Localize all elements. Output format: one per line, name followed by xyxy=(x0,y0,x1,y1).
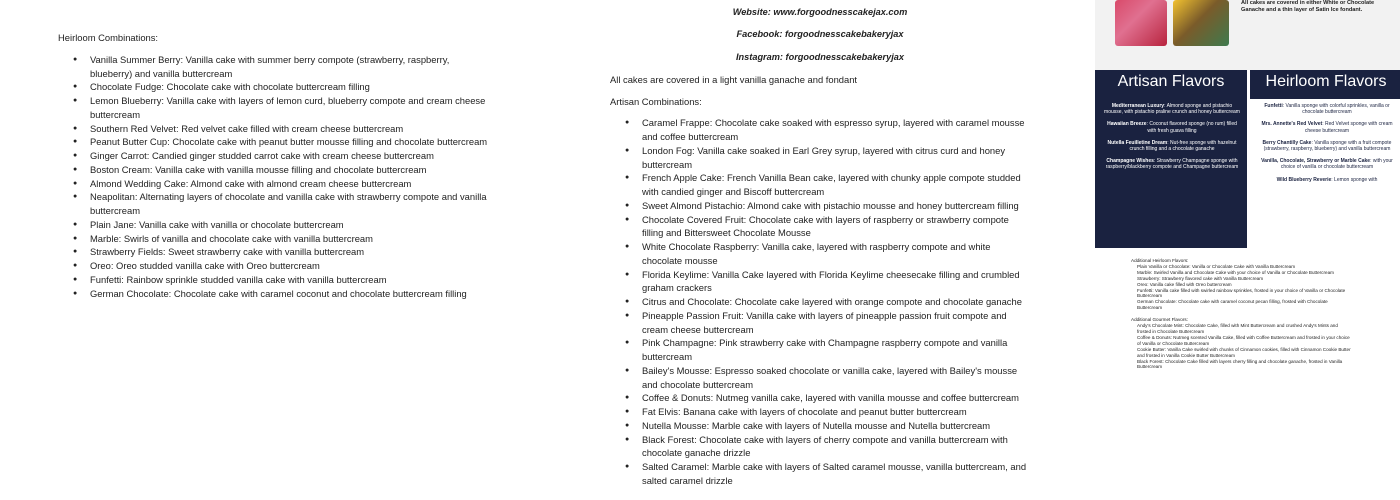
artisan-column xyxy=(610,6,1030,488)
flavor-name: Berry Chantilly Cake xyxy=(1262,139,1312,146)
list-item: ● Pineapple Passion Fruit: Vanilla cake with layers of pineapple passion fruit compote and cream cheese buttercream xyxy=(610,309,1030,337)
cover-note: All cakes are covered in a light vanilla ganache and fondant xyxy=(610,73,858,85)
flavor-description: Red Velvet sponge with cream cheese buttercream xyxy=(1304,121,1393,134)
additional-flavor-item: Black Forest: Chocolate Cake filled with layers cherry filling and chocolate ganache, frosted in Vanilla Buttercream xyxy=(1137,358,1343,370)
list-item: ● Salted Caramel: Marble cake with layers of Salted caramel mousse, vanilla buttercream, and salted caramel drizzle xyxy=(610,460,1030,488)
list-item: ● Peanut Butter Cup: Chocolate cake with peanut butter mousse filling and chocolate buttercream xyxy=(58,135,488,149)
list-item: ● Neapolitan: Alternating layers of chocolate and vanilla cake with strawberry compote and vanilla buttercream xyxy=(58,190,488,218)
list-item: ● Fat Elvis: Banana cake with layers of chocolate and peanut butter buttercream xyxy=(610,405,1030,419)
additional-flavor-item: Funfetti: Vanilla cake filled with swirled rainbow sprinkles, frosted in your choice of Vanilla or Chocolate Buttercream xyxy=(1137,287,1346,299)
heirloom-column xyxy=(58,31,488,300)
flavor-item: Mediterranean Luxury: Almond sponge and pistachio mousse, with pistachio praline crunch and honey buttercream xyxy=(1104,103,1240,116)
list-item: ● Southern Red Velvet: Red velvet cake filled with cream cheese buttercream xyxy=(58,122,488,136)
list-item: ● Chocolate Covered Fruit: Chocolate cake with layers of raspberry or strawberry compote filling and Bittersweet Chocolate Mousse xyxy=(610,213,1030,241)
artisan-flavors-card xyxy=(1095,70,1247,248)
heirloom-flavors-list xyxy=(1250,99,1400,183)
additional-flavor-item: Plain Vanilla or Chocolate: Vanilla or Chocolate Cake with Vanilla Buttercream xyxy=(1137,263,1296,269)
list-item: ● Nutella Mousse: Marble cake with layers of Nutella mousse and Nutella buttercream xyxy=(610,419,1030,433)
list-item: ● German Chocolate: Chocolate cake with caramel coconut and chocolate buttercream filling xyxy=(58,287,488,301)
additional-flavor-item: Coffee & Donuts: Nutmeg scented Vanilla Cake, filled with Coffee Buttercream and frosted in your choice of Vanilla or Chocolate Buttercream xyxy=(1137,334,1350,346)
flavor-item: Champagne Wishes: Strawberry Champagne sponge with raspberry/blackberry compote and Champagne buttercream xyxy=(1105,158,1239,171)
cake-photo-strip xyxy=(1095,0,1400,70)
flavor-name: Hawaiian Breeze xyxy=(1107,121,1147,128)
flavor-item: Mrs. Annette's Red Velvet: Red Velvet sponge with cream cheese buttercream xyxy=(1261,121,1393,134)
flavor-description: Vanilla sponge with a fruit compote (strawberry, raspberry, blueberry) and vanilla buttercream xyxy=(1263,139,1392,153)
flavor-description: Nut-free sponge with hazelnut crunch filling and a chocolate ganache xyxy=(1129,139,1237,153)
list-item: ● Strawberry Fields: Sweet strawberry cake with vanilla buttercream xyxy=(58,245,488,259)
additional-flavors-list xyxy=(1131,258,1353,376)
list-item: ● French Apple Cake: French Vanilla Bean cake, layered with chunky apple compote studded with candied ginger and Biscoff buttercream xyxy=(610,171,1030,199)
flavor-description: Coconut flavored sponge (no rum) filled with fresh guava filling xyxy=(1147,121,1237,134)
heirloom-heading: Heirloom Combinations: xyxy=(58,32,159,43)
list-item: ● Vanilla Summer Berry: Vanilla cake with summer berry compote (strawberry, raspberry, blueberry) and vanilla buttercream xyxy=(58,53,488,81)
list-item: ● Plain Jane: Vanilla cake with vanilla or chocolate buttercream xyxy=(58,218,488,232)
list-item: ● Marble: Swirls of vanilla and chocolate cake with vanilla buttercream xyxy=(58,232,488,246)
flavor-item: Berry Chantilly Cake: Vanilla sponge with a fruit compote (strawberry, raspberry, blueberry) and vanilla buttercream xyxy=(1262,139,1392,153)
cake-photo-roses xyxy=(1115,0,1167,46)
cake-photo-decorated xyxy=(1173,0,1229,46)
additional-flavor-item: Cookie Butter: Vanilla Cake swirled with chunks of Cinnamon cookies, filled with Cinnamon Cookie Butter and frosted in Vanilla Cookie Butter Buttercream xyxy=(1137,346,1351,358)
additional-flavor-item: Oreo: Vanilla cake filled with Oreo buttercream xyxy=(1137,281,1232,287)
ganache-note: All cakes are covered in either White or Chocolate Ganache and a thin layer of Satin Ice fondant. xyxy=(1241,0,1375,13)
flavor-item: Nutella Feuilletine Dream: Nut-free sponge with hazelnut crunch filling and a chocolate ganache xyxy=(1107,139,1237,153)
list-item: ● Oreo: Oreo studded vanilla cake with Oreo buttercream xyxy=(58,259,488,273)
instagram-line: Instagram: forgoodnesscakebakeryjax xyxy=(736,51,904,62)
list-item: ● Florida Keylime: Vanilla Cake layered with Florida Keylime cheesecake filling and crumbled graham crackers xyxy=(610,268,1030,296)
flavor-item: Wild Blueberry Reverie: Lemon sponge with xyxy=(1276,176,1378,183)
flavor-description: with your choice of vanilla or chocolate buttercream xyxy=(1280,158,1393,171)
flavor-description: Almond sponge and pistachio mousse, with pistachio praline crunch and honey buttercream xyxy=(1104,103,1240,116)
flavor-name: Nutella Feuilletine Dream xyxy=(1107,139,1168,146)
list-item: ● Black Forest: Chocolate cake with layers of cherry compote and vanilla buttercream with chocolate ganache drizzle xyxy=(610,433,1030,461)
artisan-list xyxy=(610,116,1030,487)
list-item: ● Boston Cream: Vanilla cake with vanilla mousse filling and chocolate buttercream xyxy=(58,163,488,177)
additional-heirloom-title: Additional Heirloom Flavors: xyxy=(1131,258,1189,263)
heirloom-flavors-card xyxy=(1250,70,1400,248)
additional-flavor-item: Andy's Chocolate Mint: Chocolate Cake, filled with Mint Buttercream and crushed Andy's Mints and frosted in Chocolate Buttercream xyxy=(1137,323,1338,334)
flavor-name: Mrs. Annette's Red Velvet xyxy=(1261,121,1323,128)
facebook-line: Facebook: forgoodnesscakebakeryjax xyxy=(736,29,904,40)
list-item: ● Citrus and Chocolate: Chocolate cake layered with orange compote and chocolate ganache xyxy=(610,295,1030,309)
flavor-name: Mediterranean Luxury xyxy=(1111,103,1165,109)
list-item: ● London Fog: Vanilla cake soaked in Earl Grey syrup, layered with citrus curd and honey buttercream xyxy=(610,144,1030,172)
artisan-flavors-title: Artisan Flavors xyxy=(1117,73,1225,90)
list-item: ● Lemon Blueberry: Vanilla cake with layers of lemon curd, blueberry compote and cream cheese buttercream xyxy=(58,94,488,122)
list-item: ● White Chocolate Raspberry: Vanilla cake, layered with raspberry compote and white chocolate mousse xyxy=(610,240,1030,268)
list-item: ● Almond Wedding Cake: Almond cake with almond cream cheese buttercream xyxy=(58,177,488,191)
flavor-description: Strawberry Champagne sponge with raspberry/blackberry compote and Champagne buttercream xyxy=(1105,158,1239,171)
list-item: ● Sweet Almond Pistachio: Almond cake with pistachio mousse and honey buttercream filling xyxy=(610,199,1030,213)
artisan-flavors-list xyxy=(1095,99,1247,171)
flavor-item: Funfetti: Vanilla sponge with colorful sprinkles, vanilla or chocolate buttercream xyxy=(1264,103,1390,116)
list-item: ● Bailey's Mousse: Espresso soaked chocolate or vanilla cake, layered with Bailey's mousse and chocolate buttercream xyxy=(610,364,1030,392)
flavor-description: Vanilla sponge with colorful sprinkles, vanilla or chocolate buttercream xyxy=(1285,103,1390,116)
flavor-name: Funfetti xyxy=(1264,103,1283,109)
artisan-heading: Artisan Combinations: xyxy=(610,95,702,107)
additional-flavor-item: Marble: Swirled Vanilla and Chocolate Cake with your choice of Vanilla or Chocolate Buttercream xyxy=(1137,269,1334,275)
list-item: ● Caramel Frappe: Chocolate cake soaked with espresso syrup, layered with caramel mousse and coffee buttercream xyxy=(610,116,1030,144)
heirloom-flavors-title: Heirloom Flavors xyxy=(1250,70,1400,99)
website-line: Website: www.forgoodnesscakejax.com xyxy=(732,7,908,17)
additional-gourmet-title: Additional Gourmet Flavors: xyxy=(1131,317,1188,323)
flavor-name: Vanilla, Chocolate, Strawberry or Marble Cake xyxy=(1261,158,1371,165)
list-item: ● Coffee & Donuts: Nutmeg vanilla cake, layered with vanilla mousse and coffee buttercream xyxy=(610,391,1030,405)
heirloom-list xyxy=(58,53,488,301)
list-item: ● Funfetti: Rainbow sprinkle studded vanilla cake with vanilla buttercream xyxy=(58,273,488,287)
list-item: ● Chocolate Fudge: Chocolate cake with chocolate buttercream filling xyxy=(58,80,488,94)
list-item: ● Pink Champagne: Pink strawberry cake with Champagne raspberry compote and vanilla buttercream xyxy=(610,336,1030,364)
additional-flavor-item: German Chocolate: Chocolate cake with caramel coconut pecan filling, frosted with Chocolate Buttercream xyxy=(1137,299,1328,311)
flavor-item: Hawaiian Breeze: Coconut flavored sponge (no rum) filled with fresh guava filling xyxy=(1107,121,1237,134)
list-item: ● Ginger Carrot: Candied ginger studded carrot cake with cream cheese buttercream xyxy=(58,149,488,163)
additional-flavor-item: Strawberry: Strawberry flavored cake with Vanilla Buttercream xyxy=(1137,275,1264,281)
flavor-name: Champagne Wishes xyxy=(1106,158,1154,165)
flavor-description: Lemon sponge with xyxy=(1334,176,1378,183)
flavor-item: Vanilla, Chocolate, Strawberry or Marble Cake: with your choice of vanilla or chocolate buttercream xyxy=(1261,158,1393,171)
flavor-menu-panel xyxy=(1095,0,1400,500)
flavor-name: Wild Blueberry Reverie xyxy=(1276,176,1332,183)
